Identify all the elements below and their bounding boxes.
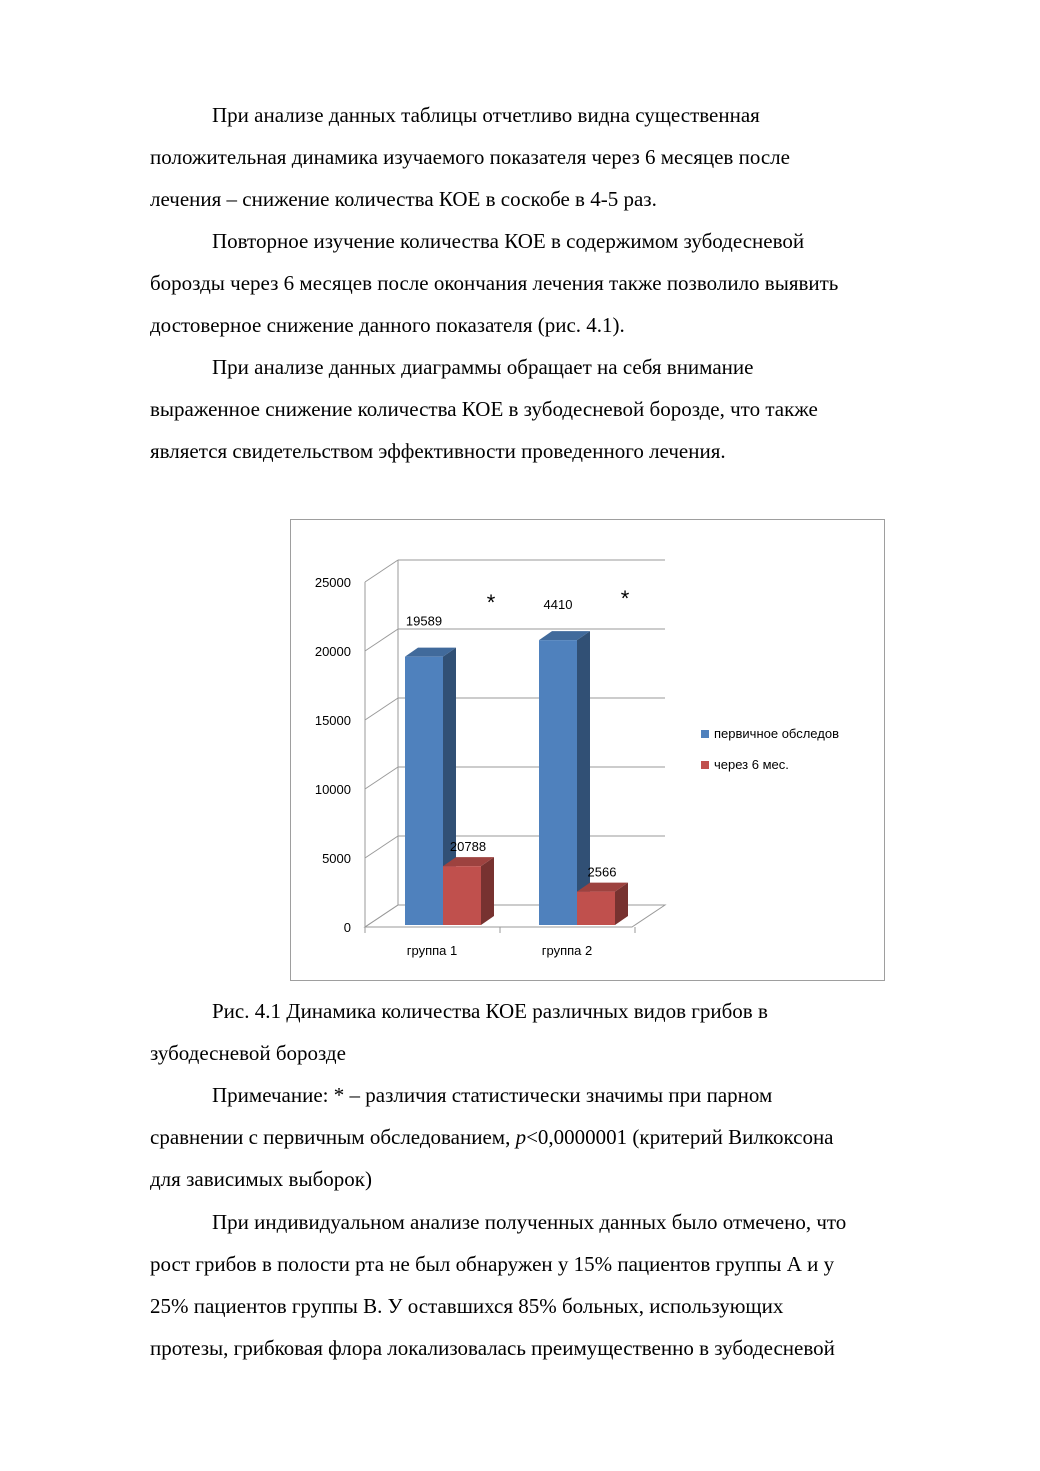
note-line bbox=[150, 1116, 960, 1158]
text-line: При анализе данных таблицы отчетливо видна существенная bbox=[212, 103, 760, 127]
bar bbox=[539, 640, 577, 925]
paragraph-2 bbox=[150, 220, 960, 346]
p-value-symbol: p bbox=[515, 1125, 527, 1149]
y-tick-label: 10000 bbox=[314, 782, 351, 797]
figure-caption bbox=[150, 990, 960, 1074]
category-label-layer bbox=[407, 943, 592, 958]
bar-side bbox=[481, 857, 494, 925]
figure-note bbox=[150, 1074, 960, 1200]
category-label: группа 2 bbox=[541, 943, 593, 958]
side-gridline bbox=[365, 767, 398, 789]
data-label: 2566 bbox=[587, 864, 617, 880]
data-label: 19589 bbox=[405, 613, 443, 629]
legend-label: первичное обследов bbox=[714, 726, 839, 741]
y-tick-label: 20000 bbox=[314, 644, 351, 659]
bar bbox=[577, 892, 615, 925]
y-tick-label: 0 bbox=[343, 920, 351, 935]
text-line: достоверное снижение данного показателя (рис. 4.1). bbox=[150, 313, 625, 337]
note-text: сравнении с первичным обследованием, bbox=[150, 1125, 516, 1149]
y-tick-layer bbox=[315, 575, 351, 935]
y-tick-label: 5000 bbox=[322, 851, 351, 866]
note-text: <0,0000001 (критерий Вилкоксона bbox=[526, 1125, 834, 1149]
bar bbox=[443, 866, 481, 925]
text-line: Повторное изучение количества КОЕ в содержимом зубодесневой bbox=[212, 229, 805, 253]
text-line: При анализе данных диаграммы обращает на себя внимание bbox=[212, 355, 754, 379]
bar-layer bbox=[405, 631, 628, 925]
side-gridline bbox=[365, 629, 398, 651]
text-line: протезы, грибковая флора локализовалась преимущественно в зубодесневой bbox=[150, 1336, 835, 1360]
caption-line: Рис. 4.1 Динамика количества КОЕ различных видов грибов в bbox=[212, 999, 768, 1023]
chart-frame bbox=[290, 519, 885, 981]
legend bbox=[701, 726, 839, 772]
note-line: для зависимых выборок) bbox=[150, 1167, 372, 1191]
paragraph-1 bbox=[150, 94, 960, 220]
side-gridline bbox=[365, 560, 398, 582]
caption-line: зубодесневой борозде bbox=[150, 1041, 346, 1065]
text-line: положительная динамика изучаемого показателя через 6 месяцев после bbox=[150, 145, 790, 169]
data-label: 20788 bbox=[449, 839, 487, 855]
y-tick-label: 25000 bbox=[314, 575, 351, 590]
category-label: группа 1 bbox=[406, 943, 458, 958]
text-line: рост грибов в полости рта не был обнаружен у 15% пациентов группы А и у bbox=[150, 1252, 835, 1276]
significance-star: * bbox=[620, 586, 630, 611]
text-line: борозды через 6 месяцев после окончания лечения также позволило выявить bbox=[150, 271, 839, 295]
text-line: При индивидуальном анализе полученных данных было отмечено, что bbox=[212, 1210, 847, 1234]
side-gridline bbox=[365, 836, 398, 858]
data-label: 4410 bbox=[543, 597, 573, 613]
significance-star: * bbox=[486, 590, 496, 615]
text-line: лечения – снижение количества КОЕ в соскобе в 4-5 раз. bbox=[150, 187, 657, 211]
legend-label: через 6 мес. bbox=[714, 757, 789, 772]
legend-swatch bbox=[701, 761, 709, 769]
paragraph-4 bbox=[150, 1201, 960, 1369]
side-gridline bbox=[365, 698, 398, 720]
note-line: Примечание: * – различия статистически значимы при парном bbox=[212, 1083, 773, 1107]
bar bbox=[405, 657, 443, 925]
paragraph-3 bbox=[150, 346, 960, 472]
text-line: 25% пациентов группы В. У оставшихся 85% больных, использующих bbox=[150, 1294, 784, 1318]
bar-side bbox=[577, 631, 590, 925]
text-line: является свидетельством эффективности проведенного лечения. bbox=[150, 439, 726, 463]
text-line: выраженное снижение количества КОЕ в зубодесневой борозде, что также bbox=[150, 397, 818, 421]
bar-chart bbox=[291, 520, 886, 982]
y-tick-label: 15000 bbox=[314, 713, 351, 728]
legend-swatch bbox=[701, 730, 709, 738]
